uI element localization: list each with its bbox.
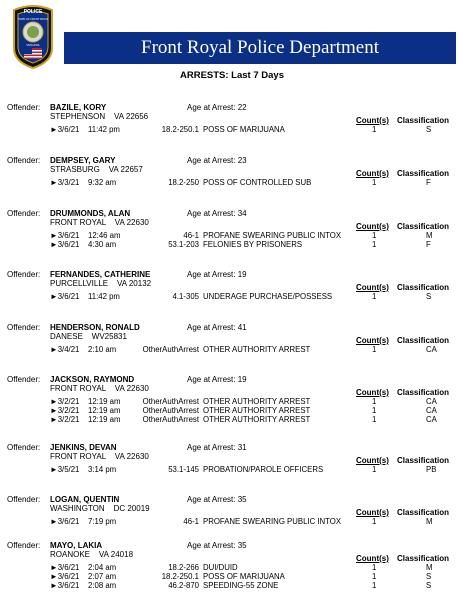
charge-count: 1: [372, 240, 377, 249]
offender-label: Offender:: [7, 209, 41, 218]
age-at-arrest: Age at Arrest: 23: [187, 156, 247, 165]
charge-classification: M: [426, 231, 433, 240]
counts-column-header: Count(s): [356, 283, 389, 292]
svg-text:TOWN OF FRONT ROYAL: TOWN OF FRONT ROYAL: [17, 18, 49, 21]
offender-address: DANESE WV25831: [50, 332, 127, 341]
charge-row: [0, 517, 464, 526]
charge-statute: OtherAuthArrest: [142, 406, 199, 415]
charge-count: 1: [372, 292, 377, 301]
charge-count: 1: [372, 178, 377, 187]
charge-time: 2:07 am: [88, 572, 117, 581]
charge-count: 1: [372, 345, 377, 354]
charge-statute: 46.2-870: [168, 581, 199, 590]
classification-column-header: Classification: [397, 169, 450, 178]
svg-text:VIRGINIA: VIRGINIA: [26, 43, 40, 47]
charges-list: [0, 397, 464, 424]
age-at-arrest: Age at Arrest: 19: [187, 270, 247, 279]
offender-label: Offender:: [7, 323, 41, 332]
police-badge-icon: [10, 4, 56, 70]
offender-name: JENKINS, DEVAN: [50, 443, 117, 452]
charge-time: 2:10 am: [88, 345, 117, 354]
charges-list: [0, 292, 464, 301]
charge-row: [0, 563, 464, 572]
charge-statute: OtherAuthArrest: [142, 397, 199, 406]
charge-date: ► 3/6/21: [50, 581, 80, 590]
classification-column-header: Classification: [397, 388, 450, 397]
charge-date: ► 3/6/21: [50, 231, 80, 240]
age-at-arrest: Age at Arrest: 35: [187, 541, 247, 550]
offender-name: FERNANDES, CATHERINE: [50, 270, 151, 279]
offender-name: LOGAN, QUENTIN: [50, 495, 120, 504]
charge-statute: 53.1-203: [168, 240, 199, 249]
charge-date: ► 3/2/21: [50, 415, 80, 424]
charge-date: ► 3/5/21: [50, 465, 80, 474]
charge-date: ► 3/2/21: [50, 406, 80, 415]
classification-column-header: Classification: [397, 336, 450, 345]
charge-classification: M: [426, 517, 433, 526]
age-at-arrest: Age at Arrest: 22: [187, 103, 247, 112]
charge-count: 1: [372, 465, 377, 474]
age-at-arrest: Age at Arrest: 19: [187, 375, 247, 384]
charge-description: OTHER AUTHORITY ARREST: [203, 415, 311, 424]
charge-classification: M: [426, 563, 433, 572]
counts-column-header: Count(s): [356, 554, 389, 563]
charge-date: ► 3/6/21: [50, 572, 80, 581]
charge-count: 1: [372, 415, 377, 424]
offender-address: FRONT ROYAL VA 22630: [50, 452, 149, 461]
classification-column-header: Classification: [397, 508, 450, 517]
charge-description: DUI/DUID: [203, 563, 238, 572]
offender-name: DEMPSEY, GARY: [50, 156, 116, 165]
counts-column-header: Count(s): [356, 456, 389, 465]
charge-row: [0, 465, 464, 474]
offender-label: Offender:: [7, 103, 41, 112]
classification-column-header: Classification: [397, 456, 450, 465]
charge-date: ► 3/2/21: [50, 397, 80, 406]
offender-name: JACKSON, RAYMOND: [50, 375, 135, 384]
offender-address: ROANOKE VA 24018: [50, 550, 134, 559]
offender-address: STRASBURG VA 22657: [50, 165, 143, 174]
charge-classification: F: [426, 178, 431, 187]
age-at-arrest: Age at Arrest: 35: [187, 495, 247, 504]
charge-description: OTHER AUTHORITY ARREST: [203, 406, 311, 415]
department-banner: Front Royal Police Department: [64, 32, 456, 64]
charge-statute: OtherAuthArrest: [142, 345, 199, 354]
charge-row: [0, 292, 464, 301]
counts-column-header: Count(s): [356, 508, 389, 517]
charge-row: [0, 345, 464, 354]
counts-column-header: Count(s): [356, 169, 389, 178]
charge-row: [0, 406, 464, 415]
counts-column-header: Count(s): [356, 222, 389, 231]
charge-statute: 46-1: [183, 517, 199, 526]
charge-time: 12:46 am: [88, 231, 121, 240]
charge-classification: CA: [426, 397, 437, 406]
charge-count: 1: [372, 406, 377, 415]
classification-column-header: Classification: [397, 222, 450, 231]
charge-description: FELONIES BY PRISONERS: [203, 240, 303, 249]
charge-date: ► 3/6/21: [50, 125, 80, 134]
charge-time: 4:30 am: [88, 240, 117, 249]
charge-classification: S: [426, 572, 432, 581]
charge-row: [0, 397, 464, 406]
charge-description: POSS OF CONTROLLED SUB: [203, 178, 312, 187]
charge-classification: CA: [426, 345, 437, 354]
charge-row: [0, 415, 464, 424]
charge-classification: CA: [426, 415, 437, 424]
charge-statute: 18.2-266: [168, 563, 199, 572]
charges-list: [0, 345, 464, 354]
offender-name: MAYO, LAKIA: [50, 541, 103, 550]
charges-list: [0, 178, 464, 187]
charge-description: SPEEDING-55 ZONE: [203, 581, 279, 590]
offender-name: HENDERSON, RONALD: [50, 323, 140, 332]
charge-statute: 46-1: [183, 231, 199, 240]
offender-address: WASHINGTON DC 20019: [50, 504, 150, 513]
charge-description: PROFANE SWEARING PUBLIC INTOX: [203, 517, 342, 526]
charge-time: 3:14 pm: [88, 465, 117, 474]
age-at-arrest: Age at Arrest: 31: [187, 443, 247, 452]
charge-description: PROFANE SWEARING PUBLIC INTOX: [203, 231, 342, 240]
svg-text:POLICE: POLICE: [23, 9, 43, 15]
charge-statute: 18.2-250.1: [161, 125, 199, 134]
charge-count: 1: [372, 517, 377, 526]
charge-row: [0, 231, 464, 240]
charge-count: 1: [372, 572, 377, 581]
charge-time: 12:19 am: [88, 406, 121, 415]
charge-time: 2:08 am: [88, 581, 117, 590]
classification-column-header: Classification: [397, 116, 450, 125]
charge-row: [0, 572, 464, 581]
charge-description: POSS OF MARIJUANA: [203, 125, 285, 134]
charge-row: [0, 178, 464, 187]
charge-classification: S: [426, 125, 432, 134]
charge-description: PROBATION/PAROLE OFFICERS: [203, 465, 324, 474]
charge-date: ► 3/6/21: [50, 563, 80, 572]
charge-description: POSS OF MARIJUANA: [203, 572, 285, 581]
charge-classification: PB: [426, 465, 437, 474]
charges-list: [0, 125, 464, 134]
charge-time: 7:19 pm: [88, 517, 117, 526]
charge-time: 11:42 pm: [88, 292, 120, 301]
charge-statute: 53.1-145: [168, 465, 199, 474]
charge-statute: 4.1-305: [172, 292, 199, 301]
charge-statute: OtherAuthArrest: [142, 415, 199, 424]
offender-address: PURCELLVILLE VA 20132: [50, 279, 152, 288]
charge-row: [0, 581, 464, 590]
offender-label: Offender:: [7, 443, 41, 452]
charge-date: ► 3/6/21: [50, 517, 80, 526]
charges-list: [0, 563, 464, 590]
offender-name: BAZILE, KORY: [50, 103, 107, 112]
charge-description: OTHER AUTHORITY ARREST: [203, 345, 311, 354]
offender-label: Offender:: [7, 270, 41, 279]
charge-count: 1: [372, 563, 377, 572]
offender-name: DRUMMONDS, ALAN: [50, 209, 131, 218]
charge-date: ► 3/3/21: [50, 178, 80, 187]
charge-time: 2:04 am: [88, 563, 117, 572]
offender-address: STEPHENSON VA 22656: [50, 112, 149, 121]
charge-count: 1: [372, 397, 377, 406]
charge-date: ► 3/4/21: [50, 345, 80, 354]
offender-label: Offender:: [7, 156, 41, 165]
charge-date: ► 3/6/21: [50, 292, 80, 301]
charge-classification: S: [426, 581, 432, 590]
charges-list: [0, 465, 464, 474]
charge-time: 12:19 am: [88, 415, 121, 424]
offender-label: Offender:: [7, 541, 41, 550]
charge-classification: CA: [426, 406, 437, 415]
report-title: ARRESTS: Last 7 Days: [179, 70, 284, 81]
charge-count: 1: [372, 125, 377, 134]
charge-classification: F: [426, 240, 431, 249]
charge-time: 11:42 pm: [88, 125, 120, 134]
report-header: [0, 0, 464, 72]
charge-row: [0, 125, 464, 134]
charge-count: 1: [372, 231, 377, 240]
offender-address: FRONT ROYAL VA 22630: [50, 218, 149, 227]
counts-column-header: Count(s): [356, 336, 389, 345]
charge-description: UNDERAGE PURCHASE/POSSESS: [203, 292, 333, 301]
charges-list: [0, 517, 464, 526]
offender-label: Offender:: [7, 375, 41, 384]
classification-column-header: Classification: [397, 283, 450, 292]
charge-description: OTHER AUTHORITY ARREST: [203, 397, 311, 406]
offender-label: Offender:: [7, 495, 41, 504]
charge-row: [0, 240, 464, 249]
offender-address: FRONT ROYAL VA 22630: [50, 384, 149, 393]
charges-list: [0, 231, 464, 249]
age-at-arrest: Age at Arrest: 34: [187, 209, 247, 218]
charge-time: 12:19 am: [88, 397, 121, 406]
charge-statute: 18.2-250.1: [161, 572, 199, 581]
counts-column-header: Count(s): [356, 388, 389, 397]
charge-date: ► 3/6/21: [50, 240, 80, 249]
charge-time: 9:32 am: [88, 178, 117, 187]
charge-statute: 18.2-250: [168, 178, 199, 187]
charge-classification: S: [426, 292, 432, 301]
counts-column-header: Count(s): [356, 116, 389, 125]
classification-column-header: Classification: [397, 554, 450, 563]
age-at-arrest: Age at Arrest: 41: [187, 323, 247, 332]
charge-count: 1: [372, 581, 377, 590]
